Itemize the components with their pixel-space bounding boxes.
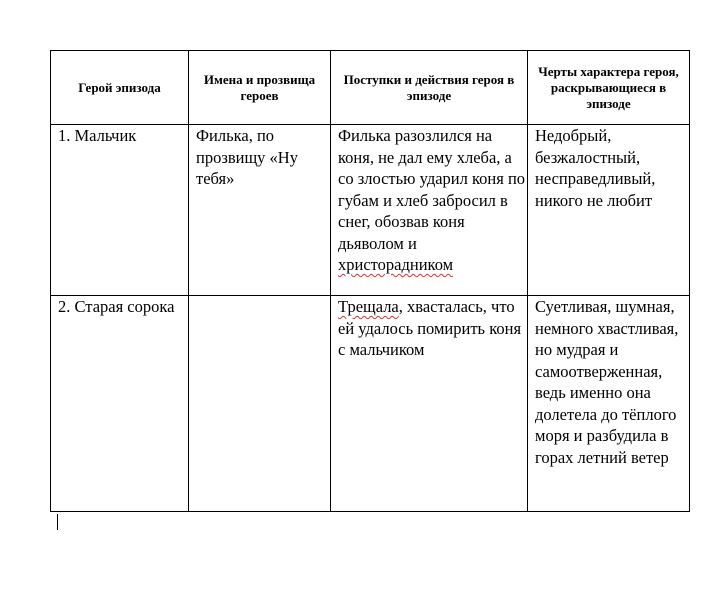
cell-names[interactable] <box>189 296 331 512</box>
cell-hero[interactable]: 2. Старая сорока <box>51 296 189 512</box>
cell-traits[interactable]: Недобрый, безжалостный, несправедливый, никого не любит <box>528 125 690 296</box>
header-cell-traits: Черты характера героя, раскрывающиеся в эпизоде <box>528 51 690 125</box>
cell-actions[interactable] <box>331 296 528 512</box>
spellcheck-flagged-word: христорадником <box>338 255 454 274</box>
header-cell-actions: Поступки и действия героя в эпизоде <box>331 51 528 125</box>
cell-names[interactable]: Филька, по прозвищу «Ну тебя» <box>189 125 331 296</box>
cell-hero[interactable]: 1. Мальчик <box>51 125 189 296</box>
table-row <box>51 296 690 512</box>
header-cell-names: Имена и прозвища героев <box>189 51 331 125</box>
spellcheck-flagged-word: Трещала <box>338 297 399 316</box>
cell-actions[interactable] <box>331 125 528 296</box>
cell-actions-rest: , хвасталась, что ей удалось помирить коня с мальчиком <box>338 297 522 359</box>
header-cell-hero: Герой эпизода <box>51 51 189 125</box>
cell-traits[interactable]: Суетливая, шумная, немного хвастливая, но мудрая и самоотверженная, ведь именно она долетела до тёплого моря и разбудила в горах летний ветер <box>528 296 690 512</box>
cell-actions-text: Филька разозлился на коня, не дал ему хлеба, а со злостью ударил коня по губам и хлеб забросил в снег, обозвав коня дьяволом и <box>338 126 526 253</box>
table-row <box>51 125 690 296</box>
table-header-row <box>51 51 690 125</box>
character-table <box>50 50 690 512</box>
text-cursor <box>57 514 58 530</box>
